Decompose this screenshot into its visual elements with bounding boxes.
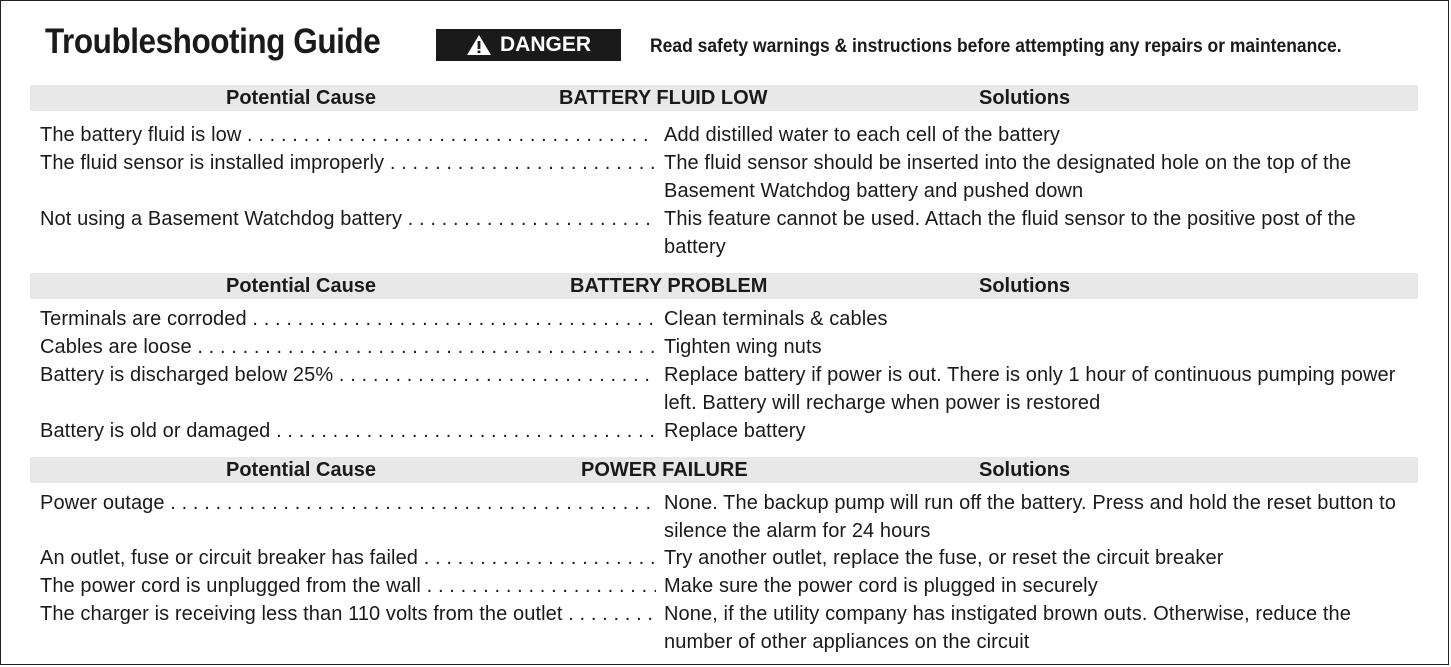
row-solution: Tighten wing nuts <box>664 336 822 358</box>
row-cause: Battery is old or damaged . . . <box>40 417 656 445</box>
section-title: BATTERY PROBLEM <box>570 275 768 297</box>
row-solution: Make sure the power cord is plugged in securely <box>664 575 1098 597</box>
row-cause: Power outage . . . <box>40 489 656 517</box>
row-solution: Add distilled water to each cell of the battery <box>664 124 1061 146</box>
row-cause: An outlet, fuse or circuit breaker has failed . . . <box>40 544 656 572</box>
danger-label: DANGER <box>499 33 591 56</box>
section-header-power-failure <box>30 457 1418 483</box>
section-header-battery-fluid-low <box>30 85 1418 111</box>
potential-cause-header: Potential Cause <box>226 275 377 297</box>
section-title: POWER FAILURE <box>581 459 748 481</box>
page-title: Troubleshooting Guide <box>45 22 381 61</box>
danger-badge <box>436 29 621 61</box>
row-cause: The fluid sensor is installed improperly . . . <box>40 149 656 177</box>
row-cause: Cables are loose . . . <box>40 333 656 361</box>
row-solution: None, if the utility company has instigated brown outs. Otherwise, reduce the number of other appliances on the circuit <box>664 603 1351 653</box>
potential-cause-header: Potential Cause <box>226 459 377 481</box>
solutions-header: Solutions <box>979 87 1071 109</box>
row-cause: The battery fluid is low . . . <box>40 121 656 149</box>
row-solution: This feature cannot be used. Attach the fluid sensor to the positive post of the battery <box>664 208 1356 258</box>
safety-note: Read safety warnings & instructions before attempting any repairs or maintenance. <box>650 36 1342 57</box>
section-title: BATTERY FLUID LOW <box>559 87 768 109</box>
potential-cause-header: Potential Cause <box>226 87 377 109</box>
solutions-header: Solutions <box>979 459 1071 481</box>
section-header-battery-problem <box>30 273 1418 299</box>
warning-triangle-icon <box>466 34 492 56</box>
row-cause: The charger is receiving less than 110 volts from the outlet . . . <box>40 600 656 628</box>
row-cause: The power cord is unplugged from the wall . . . <box>40 572 656 600</box>
row-solution: Clean terminals & cables <box>664 308 888 330</box>
row-cause: Not using a Basement Watchdog battery . . . <box>40 205 656 233</box>
solutions-header: Solutions <box>979 275 1071 297</box>
row-cause: Battery is discharged below 25% . . . <box>40 361 656 389</box>
row-solution: Replace battery if power is out. There is only 1 hour of continuous pumping power left. Battery will recharge when power is restored <box>664 364 1396 414</box>
row-solution: None. The backup pump will run off the battery. Press and hold the reset button to silence the alarm for 24 hours <box>664 492 1396 542</box>
row-solution: Replace battery <box>664 420 806 442</box>
row-solution: The fluid sensor should be inserted into the designated hole on the top of the Basement Watchdog battery and pushed down <box>664 152 1352 202</box>
row-cause: Terminals are corroded . . . <box>40 305 656 333</box>
row-solution: Try another outlet, replace the fuse, or reset the circuit breaker <box>664 547 1224 569</box>
